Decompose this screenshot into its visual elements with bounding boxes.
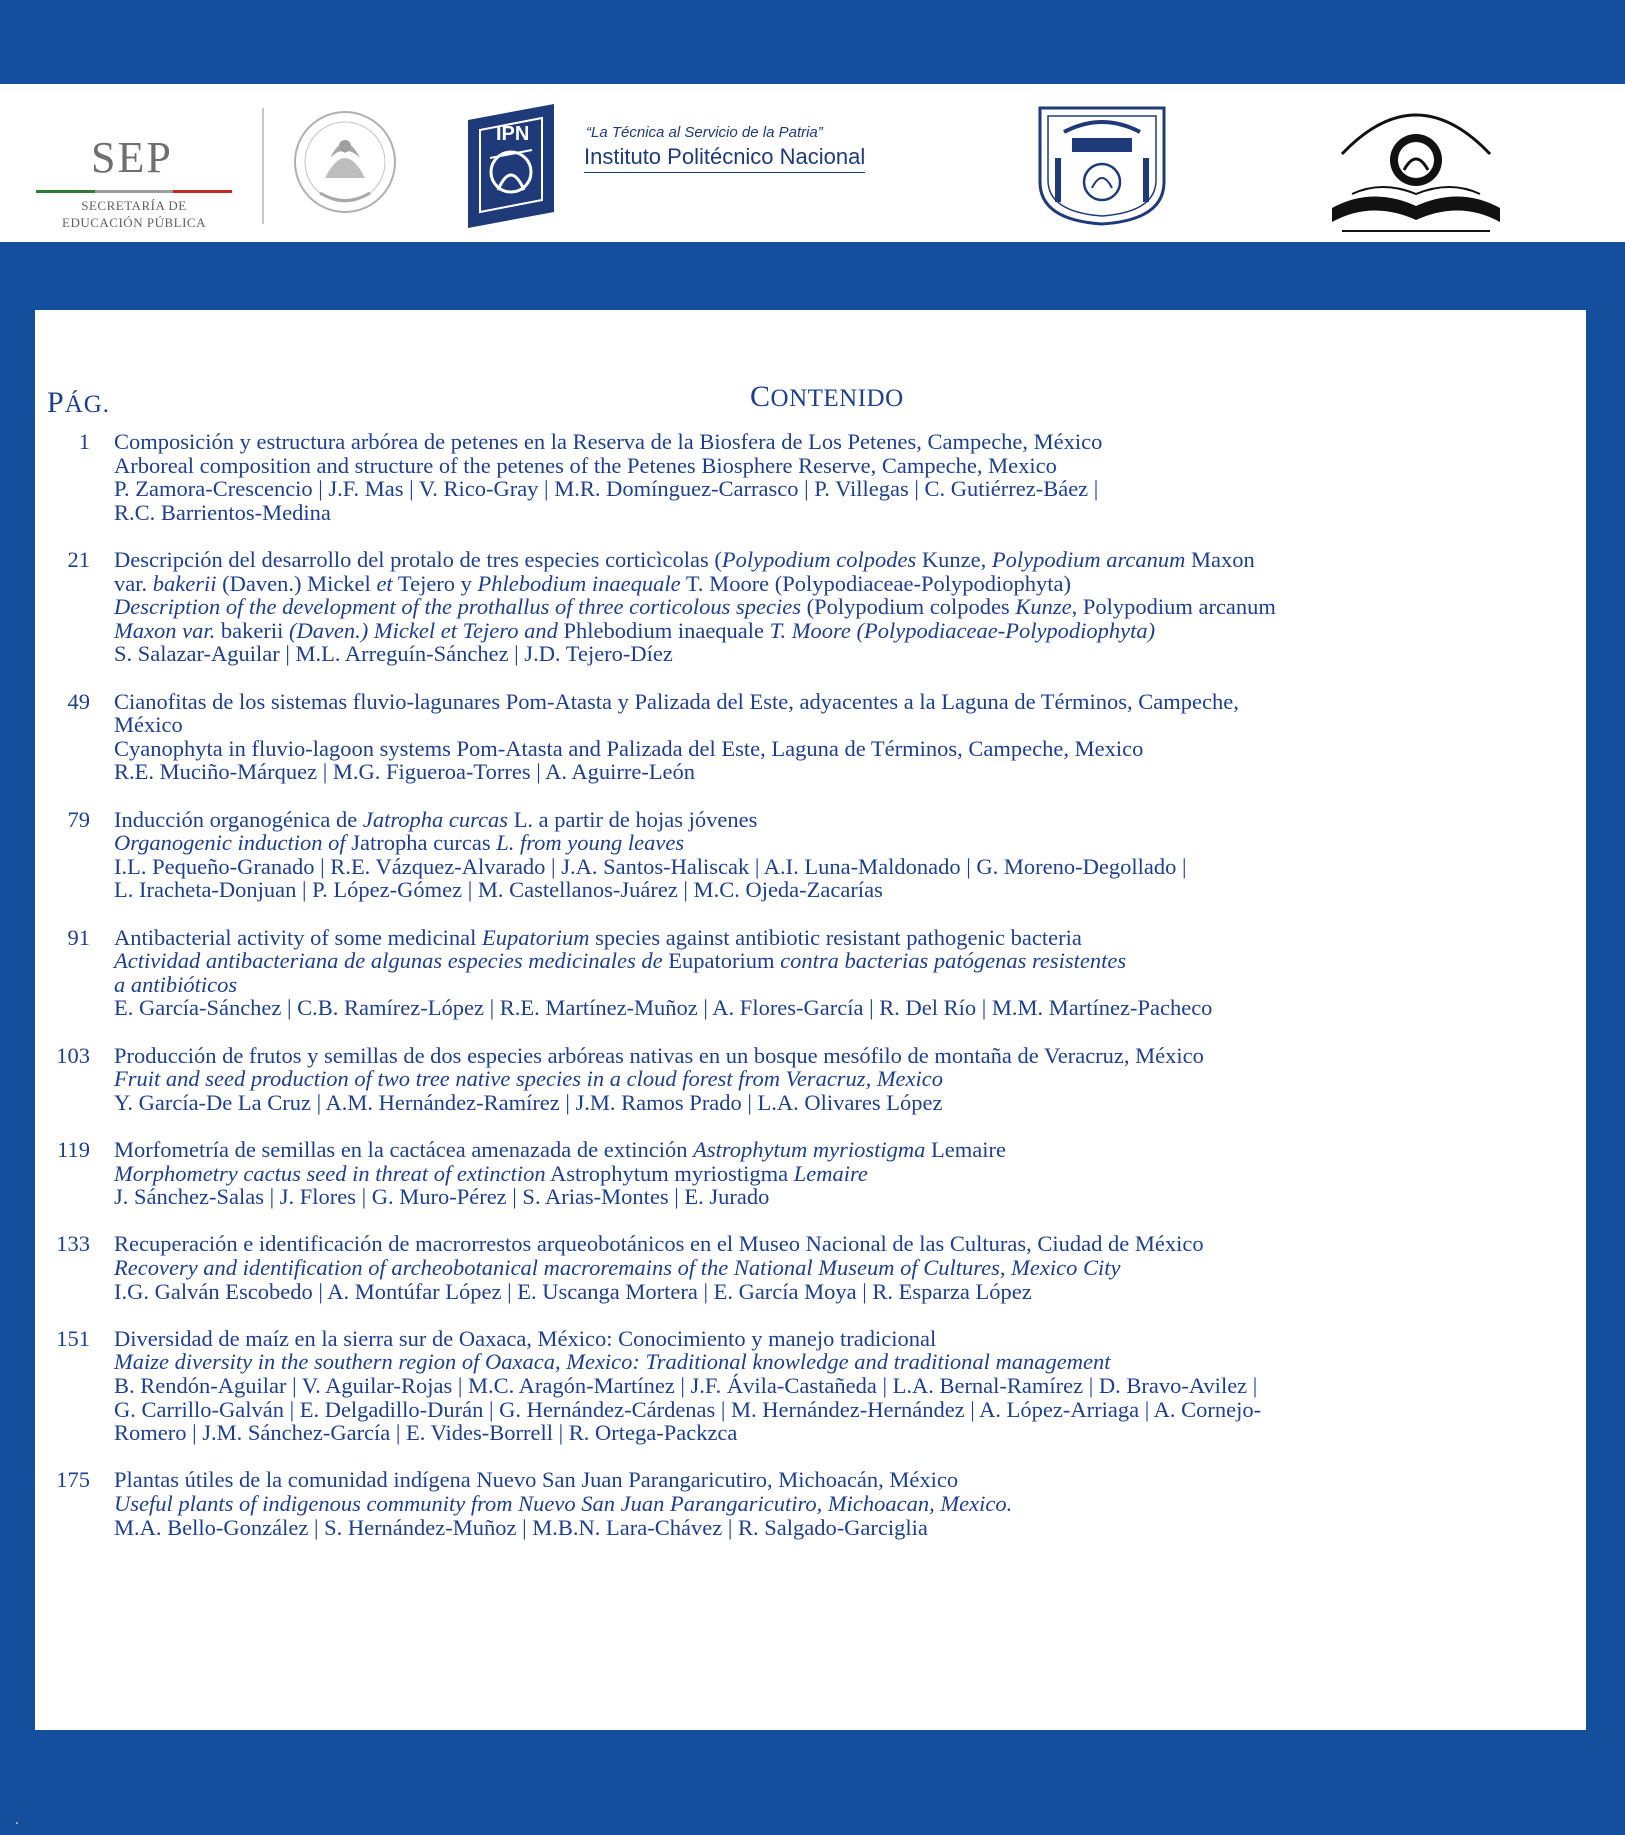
toc-entry-text <box>114 1138 1589 1209</box>
toc-entry-line <box>114 949 1589 973</box>
toc-entry-line <box>114 831 1589 855</box>
toc-entry-line <box>114 878 1589 902</box>
text-segment: Tejero y <box>392 570 478 596</box>
text-segment: Inducción organogénica de <box>114 806 363 832</box>
toc-entry-line <box>114 1374 1589 1398</box>
text-segment: Producción de frutos y semillas de dos especies arbóreas nativas en un bosque mesófilo de montaña de Veracruz, México <box>114 1042 1204 1068</box>
toc-entry-line <box>114 501 1589 525</box>
toc-entry-line <box>114 619 1589 643</box>
text-segment: var. <box>114 570 153 596</box>
italic-segment: Description of the development of the prothallus of three corticolous species <box>114 594 801 620</box>
header-logos-band <box>0 84 1625 242</box>
italic-segment: T. Moore (Polypodiaceae-Polypodiophyta) <box>769 617 1156 643</box>
toc-page-number: 119 <box>57 1137 90 1162</box>
toc-page-number: 1 <box>78 429 90 454</box>
mexican-seal-icon <box>290 98 400 226</box>
italic-segment: (Daven.) Mickel et Tejero and <box>288 617 558 643</box>
text-segment: R.E. Muciño-Márquez | M.G. Figueroa-Torres | A. Aguirre-León <box>114 759 696 785</box>
toc-entry-text <box>114 1044 1589 1115</box>
toc-page-number: 79 <box>67 806 90 832</box>
text-segment: Descripción del desarrollo del protalo de tres especies corticìcolas ( <box>114 547 722 572</box>
text-segment: L. a partir de hojas jóvenes <box>508 806 758 832</box>
text-segment: Y. García-De La Cruz | A.M. Hernández-Ramírez | J.M. Ramos Prado | L.A. Olivares López <box>114 1089 943 1115</box>
page-column-label: PÁG. <box>47 386 111 419</box>
italic-segment: et <box>376 570 393 596</box>
text-segment: M.A. Bello-González | S. Hernández-Muñoz | M.B.N. Lara-Chávez | R. Salgado-Garciglia <box>114 1514 928 1540</box>
toc-entry-text <box>114 430 1589 524</box>
sep-tricolor-line <box>36 190 232 193</box>
text-segment: Morfometría de semillas en la cactácea amenazada de extinción <box>114 1137 694 1162</box>
toc-entry-text <box>114 808 1589 902</box>
toc-entry-line <box>114 548 1589 572</box>
text-segment: Phlebodium inaequale <box>557 617 770 643</box>
text-segment: Cianofitas de los sistemas fluvio-lagunares Pom-Atasta y Palizada del Este, adyacentes a la Laguna de Términos, Campeche, <box>114 688 1239 714</box>
toc-entry-line <box>114 690 1589 714</box>
italic-segment: Fruit and seed production of two tree native species in a cloud forest from Veracruz, Mexico <box>114 1066 944 1092</box>
toc-page-number: 91 <box>67 924 90 950</box>
toc-page-number: 103 <box>56 1042 90 1068</box>
toc-entry-line <box>114 595 1589 619</box>
toc-entry-line <box>114 477 1589 501</box>
italic-segment: Kunze <box>1015 594 1072 620</box>
toc-entry-line <box>114 1398 1589 1422</box>
text-segment: B. Rendón-Aguilar | V. Aguilar-Rojas | M.C. Aragón-Martínez | J.F. Ávila-Castañeda | L.A. Bernal-Ramírez | D. Bravo-Avilez | <box>114 1372 1258 1398</box>
toc-entry-line <box>114 855 1589 879</box>
text-segment: T. Moore (Polypodiaceae-Polypodiophyta) <box>680 570 1071 596</box>
text-segment: Eupatorium <box>668 948 781 974</box>
toc-entry-text <box>114 1232 1589 1303</box>
encb-shield-icon <box>1034 102 1170 228</box>
sep-acronym: SEP <box>91 133 173 182</box>
toc-entry-line <box>114 430 1589 454</box>
toc-entry-line <box>114 1468 1589 1492</box>
text-segment: I.G. Galván Escobedo | A. Montúfar López | E. Uscanga Mortera | E. García Moya | R. Esparza López <box>114 1278 1032 1304</box>
text-segment: E. García-Sánchez | C.B. Ramírez-López | R.E. Martínez-Muñoz | A. Flores-García | R. Del Río | M.M. Martínez-Pacheco <box>114 995 1213 1021</box>
toc-entry-line <box>114 1327 1589 1351</box>
text-segment: Arboreal composition and structure of the petenes of the Petenes Biosphere Reserve, Campeche, Mexico <box>114 452 1057 478</box>
toc-page-number: 133 <box>56 1231 90 1257</box>
footer-mark <box>16 1822 18 1824</box>
italic-segment: Polypodium arcanum <box>991 547 1186 572</box>
toc-entry-text <box>114 1468 1589 1539</box>
toc-page-number: 175 <box>56 1467 90 1493</box>
italic-segment: Useful plants of indigenous community from Nuevo San Juan Parangaricutiro, Michoacan, Mexico. <box>114 1490 1013 1516</box>
italic-segment: Jatropha curcas <box>362 806 509 832</box>
toc-entry-line <box>114 996 1589 1020</box>
text-segment: R.C. Barrientos-Medina <box>114 499 331 525</box>
toc-entry-line <box>114 1091 1589 1115</box>
toc-entry-line <box>114 926 1589 950</box>
italic-segment: Maize diversity in the southern region of Oaxaca, Mexico: Traditional knowledge and traditional management <box>114 1349 1111 1375</box>
toc-entry-line <box>114 973 1589 997</box>
italic-segment: Eupatorium <box>482 924 590 950</box>
text-segment: Diversidad de maíz en la sierra sur de Oaxaca, México: Conocimiento y manejo tradicional <box>114 1325 937 1351</box>
text-segment: J. Sánchez-Salas | J. Flores | G. Muro-Pérez | S. Arias-Montes | E. Jurado <box>114 1184 770 1210</box>
text-segment: G. Carrillo-Galván | E. Delgadillo-Durán | G. Hernández-Cárdenas | M. Hernández-Hernández | A. López-Arriaga | A. Cornejo- <box>114 1396 1262 1422</box>
text-segment: (Daven.) Mickel <box>216 570 377 596</box>
italic-segment: Recovery and identification of archeobotanical macroremains of the National Museum of Cultures, Mexico City <box>114 1254 1121 1280</box>
italic-segment: L. from young leaves <box>496 830 685 856</box>
italic-segment: Lemaire <box>793 1160 868 1186</box>
logo-divider <box>262 108 264 224</box>
text-segment: Recuperación e identificación de macrorrestos arqueobotánicos en el Museo Nacional de las Culturas, Ciudad de México <box>114 1231 1204 1257</box>
toc-entry-line <box>114 1516 1589 1540</box>
toc-entry-line <box>114 572 1589 596</box>
toc-page-number: 49 <box>67 688 90 714</box>
toc-entry-line <box>114 1232 1589 1256</box>
italic-segment: Organogenic induction of <box>114 830 352 856</box>
toc-entry-line <box>114 1280 1589 1304</box>
text-segment: Jatropha curcas <box>351 830 497 856</box>
toc-entry-text <box>114 926 1589 1020</box>
text-segment: Antibacterial activity of some medicinal <box>114 924 482 950</box>
italic-segment: contra bacterias patógenas resistentes <box>780 948 1127 974</box>
toc-entry-line <box>114 1044 1589 1068</box>
italic-segment: Astrophytum myriostigma <box>693 1137 926 1162</box>
italic-segment: bakerii <box>152 570 217 596</box>
toc-page-number: 21 <box>67 547 90 572</box>
publications-emblem-icon <box>1322 96 1510 242</box>
text-segment: L. Iracheta-Donjuan | P. López-Gómez | M. Castellanos-Juárez | M.C. Ojeda-Zacarías <box>114 877 883 903</box>
italic-segment: Maxon var. <box>114 617 216 643</box>
text-segment: P. Zamora-Crescencio | J.F. Mas | V. Rico-Gray | M.R. Domínguez-Carrasco | P. Villegas | C. Gutiérrez-Báez | <box>114 476 1099 502</box>
toc-entry-text <box>114 1327 1589 1445</box>
text-segment: Plantas útiles de la comunidad indígena Nuevo San Juan Parangaricutiro, Michoacán, México <box>114 1467 959 1493</box>
toc-entry-line <box>114 1350 1589 1374</box>
text-segment: Cyanophyta in fluvio-lagoon systems Pom-Atasta and Palizada del Este, Laguna de Términos, Campeche, Mexico <box>114 735 1144 761</box>
toc-page-number: 151 <box>56 1325 90 1351</box>
toc-entry-text <box>114 690 1589 784</box>
toc-entry-line <box>114 642 1589 666</box>
toc-entry-line <box>114 760 1589 784</box>
svg-text:IPN: IPN <box>496 123 530 145</box>
text-segment: (Polypodium colpodes <box>800 594 1016 620</box>
contents-panel <box>35 310 1586 1730</box>
sep-logo <box>36 132 246 232</box>
ipn-name: Instituto Politécnico Nacional <box>584 144 865 173</box>
italic-segment: Morphometry cactus seed in threat of extinction <box>114 1160 546 1186</box>
text-segment: Composición y estructura arbórea de petenes en la Reserva de la Biosfera de Los Petenes, Campeche, México <box>114 429 1103 454</box>
text-segment: Romero | J.M. Sánchez-García | E. Vides-Borrell | R. Ortega-Packzca <box>114 1420 738 1446</box>
text-segment: , Polypodium arcanum <box>1071 594 1276 620</box>
text-segment: Astrophytum myriostigma <box>545 1160 794 1186</box>
text-segment: S. Salazar-Aguilar | M.L. Arreguín-Sánchez | J.D. Tejero-Díez <box>114 641 673 667</box>
toc-entry-line <box>114 808 1589 832</box>
toc-entry-line <box>114 737 1589 761</box>
toc-entry-line <box>114 1492 1589 1516</box>
text-segment: Kunze, <box>916 547 992 572</box>
ipn-slogan: “La Técnica al Servicio de la Patria” <box>586 124 823 141</box>
text-segment: Lemaire <box>925 1137 1006 1162</box>
sep-subtitle-line2: EDUCACIÓN PÚBLICA <box>62 215 206 230</box>
toc-entry-text <box>114 548 1589 666</box>
toc-entry-line <box>114 1067 1589 1091</box>
italic-segment: Actividad antibacteriana de algunas especies medicinales de <box>114 948 669 974</box>
toc-entry-line <box>114 1256 1589 1280</box>
toc-entry-line <box>114 454 1589 478</box>
ipn-logo-icon <box>460 100 562 232</box>
italic-segment: Polypodium colpodes <box>721 547 917 572</box>
text-segment: I.L. Pequeño-Granado | R.E. Vázquez-Alvarado | J.A. Santos-Haliscak | A.I. Luna-Maldonado | G. Moreno-Degollado | <box>114 853 1187 879</box>
text-segment: Maxon <box>1185 547 1255 572</box>
toc-entry-line <box>114 1421 1589 1445</box>
toc-entry-line <box>114 1138 1589 1162</box>
text-segment: México <box>114 712 183 738</box>
italic-segment: a antibióticos <box>114 971 238 997</box>
contents-title: CONTENIDO <box>750 380 904 413</box>
italic-segment: Phlebodium inaequale <box>477 570 681 596</box>
text-segment: species against antibiotic resistant pathogenic bacteria <box>589 924 1082 950</box>
toc-entry-line <box>114 713 1589 737</box>
toc-entry-line <box>114 1162 1589 1186</box>
text-segment: bakerii <box>215 617 289 643</box>
toc-entry-line <box>114 1185 1589 1209</box>
sep-subtitle-line1: SECRETARÍA DE <box>81 198 187 213</box>
